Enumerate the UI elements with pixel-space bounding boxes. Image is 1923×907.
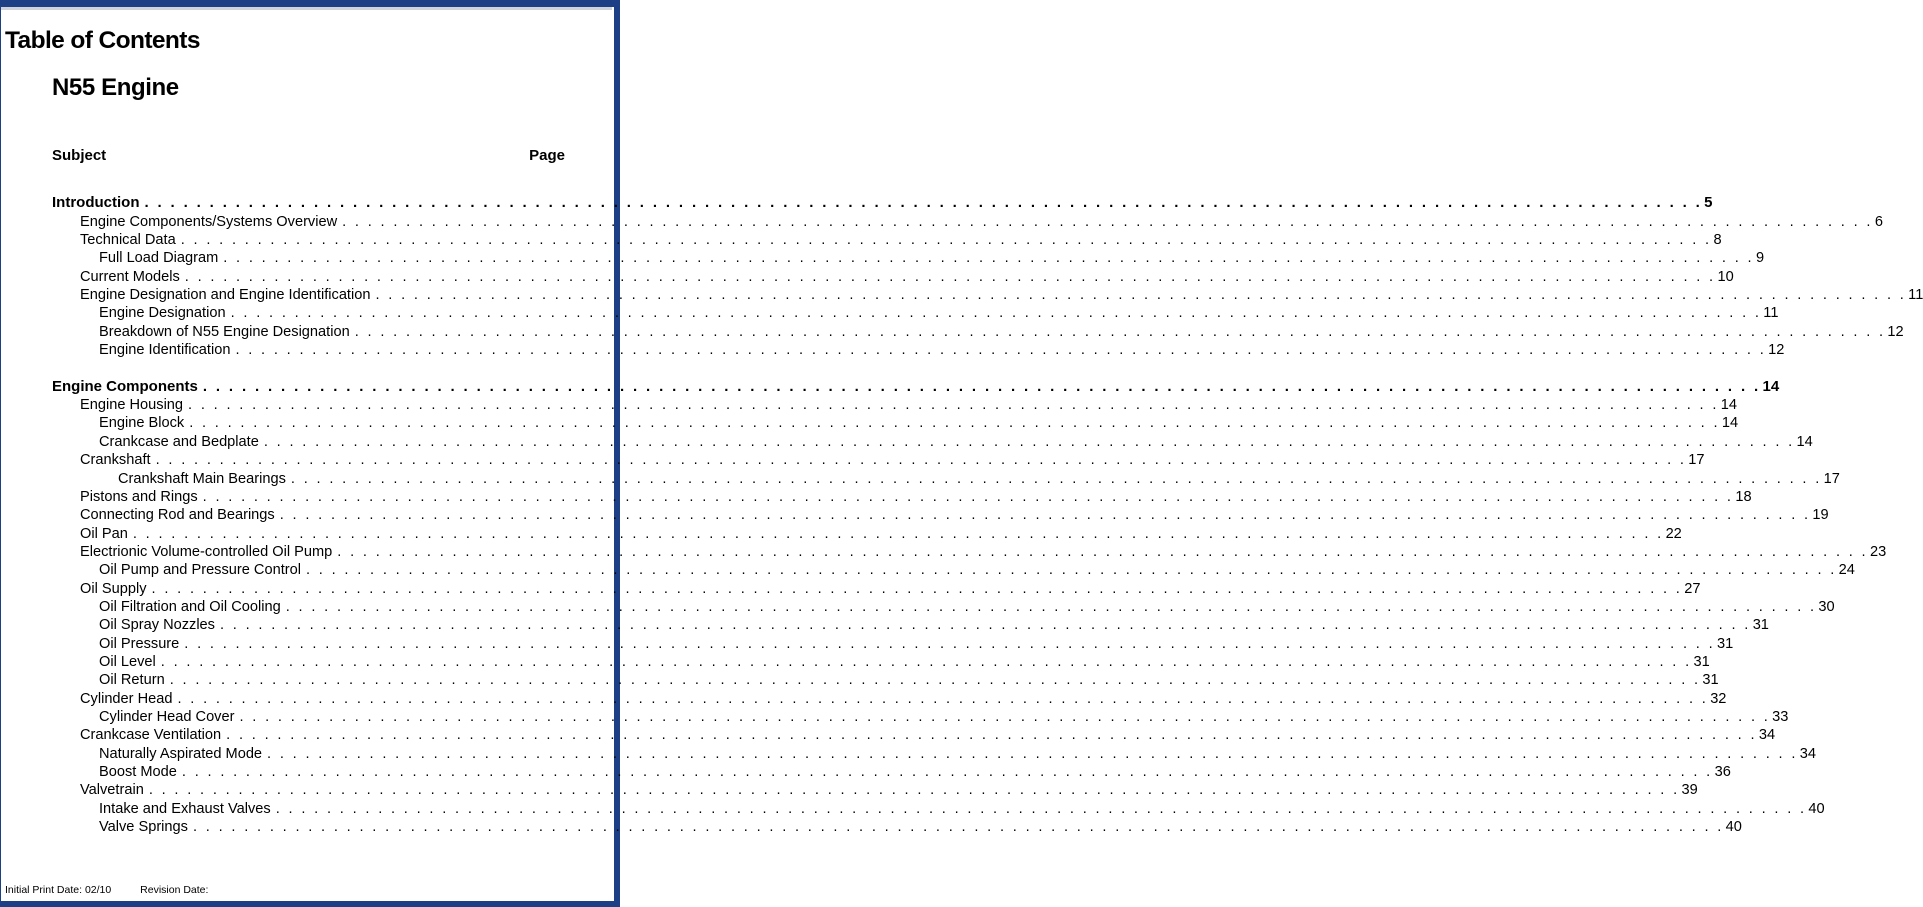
toc-entry[interactable] bbox=[52, 341, 1785, 359]
toc-entry-title: Oil Pump and Pressure Control bbox=[99, 562, 301, 579]
toc-entry-title: Oil Filtration and Oil Cooling bbox=[99, 598, 281, 615]
toc-entry-title: Engine Housing bbox=[80, 397, 184, 414]
revision-date: Revision Date: bbox=[140, 884, 209, 896]
toc-entry[interactable] bbox=[52, 451, 1705, 469]
toc-entry[interactable] bbox=[52, 212, 1883, 230]
dot-leader: . . . . . . . . . . . . . . . . . . . . . . . . . . . . . . . . . . . . . . . . . . . . . . . . . . . . . . . . . . . . . . . . . . . . . . . . . . . . . . . . . . . . . . . . . . . . . . . . . . . . . . . . . . . . . . . . . . . . . . . . bbox=[148, 782, 1680, 799]
toc-entry-title: Oil Return bbox=[99, 672, 165, 689]
toc-entry-page-number: 23 bbox=[1869, 543, 1887, 560]
dot-leader: . . . . . . . . . . . . . . . . . . . . . . . . . . . . . . . . . . . . . . . . . . . . . . . . . . . . . . . . . . . . . . . . . . . . . . . . . . . . . . . . . . . . . . . . . . . . . . . . . . . . . . . . . . . . . . . . . . . . . . . . bbox=[354, 323, 1886, 340]
toc-entry-title: Engine Designation bbox=[99, 305, 226, 322]
dot-leader: . . . . . . . . . . . . . . . . . . . . . . . . . . . . . . . . . . . . . . . . . . . . . . . . . . . . . . . . . . . . . . . . . . . . . . . . . . . . . . . . . . . . . . . . . . . . . . . . . . . . . . . . . . . . . . . . . . . . . . . . bbox=[279, 507, 1811, 524]
toc-entry[interactable] bbox=[52, 322, 1904, 340]
dot-leader: . . . . . . . . . . . . . . . . . . . . . . . . . . . . . . . . . . . . . . . . . . . . . . . . . . . . . . . . . . . . . . . . . . . . . . . . . . . . . . . . . . . . . . . . . . . . . . . . . . . . . . . . . . . . . . . . . . . . . . . . bbox=[235, 342, 1767, 359]
toc-entry-page-number: 12 bbox=[1768, 342, 1785, 359]
toc-entry-title: Valvetrain bbox=[80, 782, 144, 799]
toc-entry-page-number: 27 bbox=[1684, 580, 1701, 597]
toc-entry-page-number: 12 bbox=[1887, 323, 1904, 340]
toc-entry[interactable] bbox=[52, 579, 1701, 597]
toc-entry[interactable] bbox=[52, 561, 1855, 579]
toc-spacer bbox=[52, 359, 565, 377]
toc-chapter-entry[interactable] bbox=[52, 377, 1780, 395]
toc-entry[interactable] bbox=[52, 396, 1737, 414]
toc-entry-title: Boost Mode bbox=[99, 764, 177, 780]
dot-leader: . . . . . . . . . . . . . . . . . . . . . . . . . . . . . . . . . . . . . . . . . . . . . . . . . . . . . . . . . . . . . . . . . . . . . . . . . . . . . . . . . . . . . . . . . . . . . . . . . . . . . . . . . . . . . . . . . . . . . . . . bbox=[305, 562, 1837, 579]
toc-entry[interactable] bbox=[52, 432, 1813, 450]
toc-entry[interactable] bbox=[52, 286, 1923, 304]
toc-entry-title: Technical Data bbox=[80, 232, 176, 249]
dot-leader: . . . . . . . . . . . . . . . . . . . . . . . . . . . . . . . . . . . . . . . . . . . . . . . . . . . . . . . . . . . . . . . . . . . . . . . . . . . . . . . . . . . . . . . . . . . . . . . . . . . . . . . . . . . . . . . . . . . . . . . . bbox=[202, 488, 1734, 505]
toc-entry-page-number: 31 bbox=[1693, 653, 1710, 670]
toc-entry-page-number: 5 bbox=[1704, 194, 1713, 212]
table-of-contents-list bbox=[52, 194, 1923, 836]
toc-entry[interactable] bbox=[52, 616, 1769, 634]
dot-leader: . . . . . . . . . . . . . . . . . . . . . . . . . . . . . . . . . . . . . . . . . . . . . . . . . . . . . . . . . . . . . . . . . . . . . . . . . . . . . . . . . . . . . . . . . . . . . . . . . . . . . . . . . . . . . . . . . . . . . . . . bbox=[192, 819, 1724, 836]
toc-entry[interactable] bbox=[52, 634, 1734, 652]
toc-entry[interactable] bbox=[52, 781, 1698, 799]
dot-leader: . . . . . . . . . . . . . . . . . . . . . . . . . . . . . . . . . . . . . . . . . . . . . . . . . . . . . . . . . . . . . . . . . . . . . . . . . . . . . . . . . . . . . . . . . . . . . . . . . . . . . . . . . . . . . . . . . . . . . . . . bbox=[230, 305, 1762, 322]
dot-leader: . . . . . . . . . . . . . . . . . . . . . . . . . . . . . . . . . . . . . . . . . . . . . . . . . . . . . . . . . . . . . . . . . . . . . . . . . . . . . . . . . . . . . . . . . . . . . . . . . . . . . . . . . . . . . . . . . . . . . . . . bbox=[151, 580, 1683, 597]
toc-entry-title: Engine Components/Systems Overview bbox=[80, 213, 338, 230]
toc-entry-title: Valve Springs bbox=[99, 819, 188, 836]
dot-leader: . . . . . . . . . . . . . . . . . . . . . . . . . . . . . . . . . . . . . . . . . . . . . . . . . . . . . . . . . . . . . . . . . . . . . . . . . . . . . . . . . . . . . . . . . . . . . . . . . . . . . . . . . . . . . . . . . . . . . . . . bbox=[132, 525, 1664, 542]
toc-entry-title: Oil Level bbox=[99, 653, 156, 670]
toc-entry-page-number: 9 bbox=[1755, 250, 1765, 267]
dot-leader: . . . . . . . . . . . . . . . . . . . . . . . . . . . . . . . . . . . . . . . . . . . . . . . . . . . . . . . . . . . . . . . . . . . . . . . . . . . . . . . . . . . . . . . . . . . . . . . . . . . . . . . . . . . . . . . . . . . . . . . . bbox=[219, 617, 1751, 634]
toc-entry[interactable] bbox=[52, 488, 1752, 506]
toc-entry-page-number: 36 bbox=[1714, 764, 1731, 780]
toc-entry[interactable] bbox=[52, 231, 1722, 249]
toc-entry-page-number: 31 bbox=[1752, 617, 1769, 634]
toc-entry[interactable] bbox=[52, 744, 1816, 762]
dot-leader: . . . . . . . . . . . . . . . . . . . . . . . . . . . . . . . . . . . . . . . . . . . . . . . . . . . . . . . . . . . . . . . . . . . . . . . . . . . . . . . . . . . . . . . . . . . . . . . . . . . . . . . . . . . . . . . . . . . . . . . . bbox=[180, 232, 1712, 249]
toc-entry-title: Pistons and Rings bbox=[80, 488, 198, 505]
document-title: Table of Contents bbox=[5, 27, 200, 54]
toc-entry-title: Oil Pressure bbox=[99, 635, 180, 652]
toc-entry-title: Oil Supply bbox=[80, 580, 147, 597]
toc-entry-page-number: 14 bbox=[1762, 377, 1780, 395]
toc-entry-title: Cylinder Head Cover bbox=[99, 708, 235, 725]
toc-entry-page-number: 11 bbox=[1763, 305, 1779, 322]
toc-entry[interactable] bbox=[52, 267, 1734, 285]
toc-entry[interactable] bbox=[52, 653, 1710, 671]
toc-entry-title: Engine Designation and Engine Identification bbox=[80, 287, 371, 304]
toc-entry[interactable] bbox=[52, 726, 1776, 744]
dot-leader: . . . . . . . . . . . . . . . . . . . . . . . . . . . . . . . . . . . . . . . . . . . . . . . . . . . . . . . . . . . . . . . . . . . . . . . . . . . . . . . . . . . . . . . . . . . . . . . . . . . . . . . . . . . . . . . . . . . . . . . . bbox=[223, 250, 1754, 267]
toc-entry[interactable] bbox=[52, 506, 1829, 524]
dot-leader: . . . . . . . . . . . . . . . . . . . . . . . . . . . . . . . . . . . . . . . . . . . . . . . . . . . . . . . . . . . . . . . . . . . . . . . . . . . . . . . . . . . . . . . . . . . . . . . . . . . . . . . . . . . . . . . . . . . . . . . . bbox=[337, 543, 1868, 560]
toc-entry[interactable] bbox=[52, 763, 1731, 781]
toc-entry-title: Oil Spray Nozzles bbox=[99, 617, 215, 634]
dot-leader: . . . . . . . . . . . . . . . . . . . . . . . . . . . . . . . . . . . . . . . . . . . . . . . . . . . . . . . . . . . . . . . . . . . . . . . . . . . . . . . . . . . . . . . . . . . . . . . . . . . . . . . . . . . . . . . . . . . . . . . . bbox=[184, 268, 1716, 285]
dot-leader: . . . . . . . . . . . . . . . . . . . . . . . . . . . . . . . . . . . . . . . . . . . . . . . . . . . . . . . . . . . . . . . . . . . . . . . . . . . . . . . . . . . . . . . . . . . . . . . . . . . . . . . . . . . . . . . . . . . . . . . . bbox=[177, 690, 1709, 707]
dot-leader: . . . . . . . . . . . . . . . . . . . . . . . . . . . . . . . . . . . . . . . . . . . . . . . . . . . . . . . . . . . . . . . . . . . . . . . . . . . . . . . . . . . . . . . . . . . . . . . . . . . . . . . . . . . . . . . . . . . . . . . . bbox=[188, 397, 1719, 414]
dot-leader: . . . . . . . . . . . . . . . . . . . . . . . . . . . . . . . . . . . . . . . . . . . . . . . . . . . . . . . . . . . . . . . . . . . . . . . . . . . . . . . . . . . . . . . . . . . . . . . . . . . . . . . . . . . . . . . . . . . . . . . . bbox=[239, 708, 1771, 725]
section-title: N55 Engine bbox=[52, 74, 179, 101]
toc-entry[interactable] bbox=[52, 543, 1887, 561]
toc-entry-page-number: 22 bbox=[1665, 525, 1682, 542]
toc-entry-title: Crankshaft bbox=[80, 452, 151, 469]
toc-entry-page-number: 17 bbox=[1823, 470, 1840, 487]
toc-entry-page-number: 6 bbox=[1874, 213, 1883, 230]
toc-entry-page-number: 32 bbox=[1710, 690, 1727, 707]
toc-entry-title: Electrionic Volume-controlled Oil Pump bbox=[80, 543, 333, 560]
toc-entry-title: Crankcase and Bedplate bbox=[99, 433, 259, 450]
toc-entry-title: Crankshaft Main Bearings bbox=[118, 470, 286, 487]
toc-entry-page-number: 11 bbox=[1908, 287, 1923, 304]
toc-entry-title: Introduction bbox=[52, 194, 140, 212]
column-header-page: Page bbox=[529, 147, 565, 164]
toc-entry[interactable] bbox=[52, 249, 1765, 267]
toc-entry-page-number: 18 bbox=[1735, 488, 1752, 505]
toc-entry-title: Naturally Aspirated Mode bbox=[99, 745, 263, 762]
toc-entry-page-number: 14 bbox=[1721, 415, 1739, 432]
toc-entry-page-number: 34 bbox=[1758, 727, 1776, 744]
toc-entry-title: Crankcase Ventilation bbox=[80, 727, 222, 744]
toc-entry-title: Engine Identification bbox=[99, 342, 231, 359]
dot-leader: . . . . . . . . . . . . . . . . . . . . . . . . . . . . . . . . . . . . . . . . . . . . . . . . . . . . . . . . . . . . . . . . . . . . . . . . . . . . . . . . . . . . . . . . . . . . . . . . . . . . . . . . . . . . . . . . . . . . . . . . bbox=[275, 800, 1807, 817]
toc-entry-page-number: 19 bbox=[1812, 507, 1829, 524]
toc-entry-title: Full Load Diagram bbox=[99, 250, 219, 267]
toc-entry-page-number: 40 bbox=[1808, 800, 1825, 817]
toc-entry[interactable] bbox=[52, 671, 1719, 689]
page-footer bbox=[5, 884, 234, 896]
toc-entry[interactable] bbox=[52, 598, 1835, 616]
toc-entry-page-number: 8 bbox=[1713, 232, 1722, 249]
dot-leader: . . . . . . . . . . . . . . . . . . . . . . . . . . . . . . . . . . . . . . . . . . . . . . . . . . . . . . . . . . . . . . . . . . . . . . . . . . . . . . . . . . . . . . . . . . . . . . . . . . . . . . . . . . . . . . . . . . . . . . . . bbox=[267, 745, 1798, 762]
toc-entry-title: Connecting Rod and Bearings bbox=[80, 507, 275, 524]
toc-entry[interactable] bbox=[52, 469, 1840, 487]
toc-chapter-entry[interactable] bbox=[52, 194, 1713, 212]
toc-entry-title: Cylinder Head bbox=[80, 690, 173, 707]
dot-leader: . . . . . . . . . . . . . . . . . . . . . . . . . . . . . . . . . . . . . . . . . . . . . . . . . . . . . . . . . . . . . . . . . . . . . . . . . . . . . . . . . . . . . . . . . . . . . . . . . . . . . . . . . . . . . . . . . . . . . . . . bbox=[202, 377, 1761, 395]
frame-top-rule bbox=[1, 7, 612, 10]
toc-entry[interactable] bbox=[52, 304, 1779, 322]
toc-entry-page-number: 31 bbox=[1717, 635, 1734, 652]
toc-entry-page-number: 34 bbox=[1799, 745, 1816, 762]
toc-entry-title: Engine Components bbox=[52, 377, 198, 395]
toc-entry-page-number: 40 bbox=[1725, 819, 1742, 836]
toc-entry-page-number: 14 bbox=[1720, 397, 1737, 414]
dot-leader: . . . . . . . . . . . . . . . . . . . . . . . . . . . . . . . . . . . . . . . . . . . . . . . . . . . . . . . . . . . . . . . . . . . . . . . . . . . . . . . . . . . . . . . . . . . . . . . . . . . . . . . . . . . . . . . . . . . . . . . . bbox=[226, 727, 1757, 744]
toc-entry-page-number: 10 bbox=[1717, 268, 1734, 285]
dot-leader: . . . . . . . . . . . . . . . . . . . . . . . . . . . . . . . . . . . . . . . . . . . . . . . . . . . . . . . . . . . . . . . . . . . . . . . . . . . . . . . . . . . . . . . . . . . . . . . . . . . . . . . . . . . . . . . . . . . . . . . . bbox=[290, 470, 1822, 487]
dot-leader: . . . . . . . . . . . . . . . . . . . . . . . . . . . . . . . . . . . . . . . . . . . . . . . . . . . . . . . . . . . . . . . . . . . . . . . . . . . . . . . . . . . . . . . . . . . . . . . . . . . . . . . . . . . . . . . . . . . . . . . . bbox=[144, 194, 1703, 212]
dot-leader: . . . . . . . . . . . . . . . . . . . . . . . . . . . . . . . . . . . . . . . . . . . . . . . . . . . . . . . . . . . . . . . . . . . . . . . . . . . . . . . . . . . . . . . . . . . . . . . . . . . . . . . . . . . . . . . . . . . . . . . . bbox=[181, 764, 1713, 780]
toc-entry-page-number: 24 bbox=[1838, 562, 1855, 579]
dot-leader: . . . . . . . . . . . . . . . . . . . . . . . . . . . . . . . . . . . . . . . . . . . . . . . . . . . . . . . . . . . . . . . . . . . . . . . . . . . . . . . . . . . . . . . . . . . . . . . . . . . . . . . . . . . . . . . . . . . . . . . . bbox=[160, 653, 1692, 670]
toc-entry[interactable] bbox=[52, 524, 1682, 542]
column-header-subject: Subject bbox=[52, 147, 107, 164]
toc-entry-page-number: 14 bbox=[1796, 433, 1813, 450]
toc-entry[interactable] bbox=[52, 708, 1789, 726]
dot-leader: . . . . . . . . . . . . . . . . . . . . . . . . . . . . . . . . . . . . . . . . . . . . . . . . . . . . . . . . . . . . . . . . . . . . . . . . . . . . . . . . . . . . . . . . . . . . . . . . . . . . . . . . . . . . . . . . . . . . . . . . bbox=[263, 433, 1795, 450]
dot-leader: . . . . . . . . . . . . . . . . . . . . . . . . . . . . . . . . . . . . . . . . . . . . . . . . . . . . . . . . . . . . . . . . . . . . . . . . . . . . . . . . . . . . . . . . . . . . . . . . . . . . . . . . . . . . . . . . . . . . . . . . bbox=[375, 287, 1907, 304]
toc-entry-title: Oil Pan bbox=[80, 525, 128, 542]
toc-entry-title: Intake and Exhaust Valves bbox=[99, 800, 271, 817]
toc-entry-page-number: 31 bbox=[1702, 672, 1719, 689]
toc-entry-page-number: 17 bbox=[1688, 452, 1705, 469]
dot-leader: . . . . . . . . . . . . . . . . . . . . . . . . . . . . . . . . . . . . . . . . . . . . . . . . . . . . . . . . . . . . . . . . . . . . . . . . . . . . . . . . . . . . . . . . . . . . . . . . . . . . . . . . . . . . . . . . . . . . . . . . bbox=[285, 598, 1817, 615]
dot-leader: . . . . . . . . . . . . . . . . . . . . . . . . . . . . . . . . . . . . . . . . . . . . . . . . . . . . . . . . . . . . . . . . . . . . . . . . . . . . . . . . . . . . . . . . . . . . . . . . . . . . . . . . . . . . . . . . . . . . . . . . bbox=[169, 672, 1701, 689]
toc-entry[interactable] bbox=[52, 818, 1742, 836]
toc-entry-title: Current Models bbox=[80, 268, 180, 285]
toc-entry[interactable] bbox=[52, 414, 1739, 432]
toc-entry-page-number: 39 bbox=[1681, 782, 1698, 799]
dot-leader: . . . . . . . . . . . . . . . . . . . . . . . . . . . . . . . . . . . . . . . . . . . . . . . . . . . . . . . . . . . . . . . . . . . . . . . . . . . . . . . . . . . . . . . . . . . . . . . . . . . . . . . . . . . . . . . . . . . . . . . . bbox=[189, 415, 1720, 432]
toc-entry[interactable] bbox=[52, 799, 1825, 817]
toc-entry-title: Engine Block bbox=[99, 415, 185, 432]
initial-print-date: Initial Print Date: 02/10 bbox=[5, 884, 112, 896]
dot-leader: . . . . . . . . . . . . . . . . . . . . . . . . . . . . . . . . . . . . . . . . . . . . . . . . . . . . . . . . . . . . . . . . . . . . . . . . . . . . . . . . . . . . . . . . . . . . . . . . . . . . . . . . . . . . . . . . . . . . . . . . bbox=[342, 213, 1873, 230]
toc-entry[interactable] bbox=[52, 689, 1727, 707]
toc-entry-title: Breakdown of N55 Engine Designation bbox=[99, 323, 350, 340]
toc-entry-page-number: 33 bbox=[1772, 708, 1789, 725]
dot-leader: . . . . . . . . . . . . . . . . . . . . . . . . . . . . . . . . . . . . . . . . . . . . . . . . . . . . . . . . . . . . . . . . . . . . . . . . . . . . . . . . . . . . . . . . . . . . . . . . . . . . . . . . . . . . . . . . . . . . . . . . bbox=[155, 452, 1687, 469]
toc-entry-page-number: 30 bbox=[1818, 598, 1835, 615]
dot-leader: . . . . . . . . . . . . . . . . . . . . . . . . . . . . . . . . . . . . . . . . . . . . . . . . . . . . . . . . . . . . . . . . . . . . . . . . . . . . . . . . . . . . . . . . . . . . . . . . . . . . . . . . . . . . . . . . . . . . . . . . bbox=[184, 635, 1715, 652]
